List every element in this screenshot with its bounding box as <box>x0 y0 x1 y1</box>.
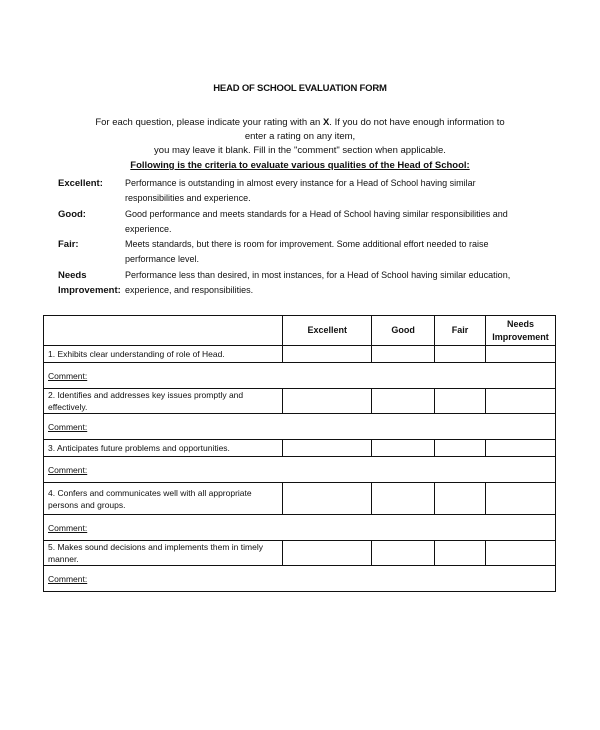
table-row <box>44 440 556 457</box>
criterion-description: Good performance and meets standards for a Head of School having similar responsibilities and experience. <box>125 209 508 234</box>
criterion-term: Good: <box>58 209 86 220</box>
rating-cell-excellent[interactable] <box>283 440 372 457</box>
item-text: 2. Identifies and addresses key issues promptly and effectively. <box>44 389 283 414</box>
rating-cell-fair[interactable] <box>435 440 486 457</box>
table-row <box>44 389 556 414</box>
intro-text-2: . If you do not have enough information to enter a rating on any item, <box>244 117 505 142</box>
comment-field[interactable] <box>44 566 556 592</box>
rating-cell-excellent[interactable] <box>283 541 372 566</box>
comment-label: Comment: <box>48 464 88 475</box>
criterion-description: Performance is outstanding in almost every instance for a Head of School having similar responsibilities and experience. <box>125 178 476 203</box>
rating-cell-good[interactable] <box>372 346 435 363</box>
header-good: Good <box>372 316 435 346</box>
table-row <box>44 346 556 363</box>
header-blank <box>44 316 283 346</box>
table-row <box>44 483 556 515</box>
rating-cell-needs-improvement[interactable] <box>485 440 555 457</box>
rating-cell-needs-improvement[interactable] <box>485 346 555 363</box>
comment-field[interactable] <box>44 515 556 541</box>
form-instructions <box>90 116 510 158</box>
comment-label: Comment: <box>48 522 88 533</box>
criterion-description: Performance less than desired, in most instances, for a Head of School having similar education, experience, and responsibilities. <box>125 270 511 295</box>
comment-field[interactable] <box>44 363 556 389</box>
comment-field[interactable] <box>44 457 556 483</box>
rating-cell-excellent[interactable] <box>283 389 372 414</box>
comment-row <box>44 566 556 592</box>
comment-label: Comment: <box>48 421 88 432</box>
criteria-heading: Following is the criteria to evaluate various qualities of the Head of School: <box>130 160 470 171</box>
header-needs-improvement: Needs Improvement <box>485 316 555 346</box>
rating-cell-good[interactable] <box>372 541 435 566</box>
comment-label: Comment: <box>48 573 88 584</box>
item-text: 3. Anticipates future problems and opportunities. <box>44 440 283 457</box>
rating-cell-needs-improvement[interactable] <box>485 541 555 566</box>
item-text: 1. Exhibits clear understanding of role of Head. <box>44 346 283 363</box>
rating-cell-good[interactable] <box>372 440 435 457</box>
comment-row <box>44 515 556 541</box>
comment-row <box>44 414 556 440</box>
rating-cell-good[interactable] <box>372 483 435 515</box>
intro-text-3: you may leave it blank. Fill in the "comment" section when applicable. <box>154 145 446 156</box>
rating-cell-needs-improvement[interactable] <box>485 389 555 414</box>
header-excellent: Excellent <box>283 316 372 346</box>
rating-cell-good[interactable] <box>372 389 435 414</box>
intro-mark: X <box>322 117 330 128</box>
criterion-term: Needs Improvement: <box>58 270 121 296</box>
rating-cell-excellent[interactable] <box>283 346 372 363</box>
rating-cell-fair[interactable] <box>435 541 486 566</box>
criterion-term: Fair: <box>58 239 79 250</box>
table-row <box>44 541 556 566</box>
rating-cell-excellent[interactable] <box>283 483 372 515</box>
rating-cell-fair[interactable] <box>435 346 486 363</box>
criterion-description: Meets standards, but there is room for improvement. Some additional effort needed to raise performance level. <box>125 239 489 264</box>
form-title: HEAD OF SCHOOL EVALUATION FORM <box>213 83 387 94</box>
criterion-term: Excellent: <box>58 178 103 189</box>
evaluation-table <box>43 315 556 592</box>
table-header-row <box>44 316 556 346</box>
intro-text-1: For each question, please indicate your rating with an <box>95 117 323 128</box>
comment-field[interactable] <box>44 414 556 440</box>
comment-label: Comment: <box>48 370 88 381</box>
rating-cell-fair[interactable] <box>435 483 486 515</box>
item-text: 4. Confers and communicates well with all appropriate persons and groups. <box>44 483 283 515</box>
comment-row <box>44 363 556 389</box>
rating-cell-needs-improvement[interactable] <box>485 483 555 515</box>
rating-cell-fair[interactable] <box>435 389 486 414</box>
item-text: 5. Makes sound decisions and implements them in timely manner. <box>44 541 283 566</box>
comment-row <box>44 457 556 483</box>
header-fair: Fair <box>435 316 486 346</box>
